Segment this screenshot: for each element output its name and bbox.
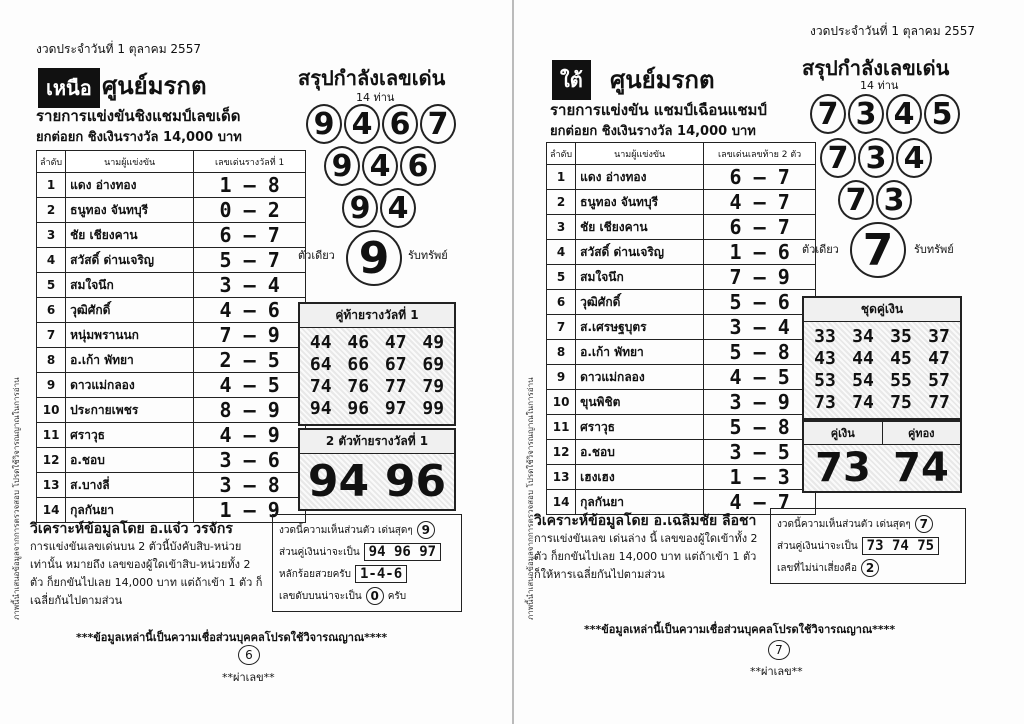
digit-circle: 9 [306,104,342,144]
pairs-box [298,302,456,426]
pair-number: 44 [309,332,332,353]
info-label-2: ส่วนคู่เงินน่าจะเป็น [279,546,360,558]
predicted-pair: 5 – 6 [704,290,816,315]
table-row [37,398,306,423]
row-number: 11 [547,415,576,440]
pair-number: 75 [890,392,912,413]
contestant-name: อ.เก้า พัทยา [576,340,704,365]
pair-number: 99 [422,398,445,419]
contestant-name: ชัย เชียงคาน [576,215,704,240]
row-number: 8 [37,348,66,373]
info-value-4: 0 [366,587,384,605]
analysis-text: การแข่งขันเลข เด่นล่าง นี้ เลขของผู้ใดเข้าทั้ง 2 ตัว ก็ยกขันไปเลย 14,000 บาท แต่ถ้าเข้า 1 ตัว ก็ให้หารเฉลี่ยกันไปตามส่วน [534,532,758,581]
contestant-name: ส.เศรษฐบุตร [576,315,704,340]
digit-circle: 5 [924,94,960,134]
row-number: 12 [547,440,576,465]
pair-number: 35 [890,326,912,347]
predicted-pair: 4 – 7 [704,190,816,215]
contestant-name: ดาวแม่กลอง [576,365,704,390]
contestant-name: ส.บางลี่ [66,473,194,498]
predicted-pair: 7 – 9 [194,323,306,348]
info-row-2 [777,535,959,557]
predicted-pair: 6 – 7 [704,215,816,240]
predicted-pair: 5 – 8 [704,415,816,440]
row-number: 1 [547,165,576,190]
analysis-text: การแข่งขันเลขเด่นบน 2 ตัวนี้บังคับสิบ-หน่วย เท่านั้น หมายถึง เลขของผู้ใดเข้าสิบ-หน่วยทั้ง 2 ตัว ก็ยกขันไปเลย 14,000 บาท แต่ถ้าเข้า 1 ตัว ก็เฉลี่ยกันไปตามส่วน [30,540,263,607]
info-value-2: 73 74 75 [862,537,939,555]
col-order: ลำดับ [37,151,66,173]
row-number: 14 [547,490,576,515]
pair-number: 47 [928,348,950,369]
col-number: เลขเด่นเลขท้าย 2 ตัว [704,143,816,165]
predicted-pair: 3 – 4 [194,273,306,298]
row-number: 13 [37,473,66,498]
two-digit-2: 96 [384,456,447,507]
row-number: 10 [37,398,66,423]
pair-number: 77 [928,392,950,413]
pair-number: 96 [347,398,370,419]
footer-brand: **ผ่าเลข** [750,665,803,678]
row-number: 2 [547,190,576,215]
predicted-pair: 1 – 9 [194,498,306,523]
row-number: 1 [37,173,66,198]
pairs-box-title: คู่ท้ายรางวัลที่ 1 [300,304,454,328]
info-value-1: 7 [915,515,933,533]
row-number: 3 [37,223,66,248]
money-head: คู่เงิน [804,422,883,445]
contestant-name: เฮงเฮง [576,465,704,490]
region-badge: ใต้ [552,60,591,100]
contestant-name: หนุ่มพรานนก [66,323,194,348]
info-label-3: หลักร้อยสวยครับ [279,568,351,580]
contestant-name: ดาวแม่กลอง [66,373,194,398]
contestant-name: ขุนพิชิต [576,390,704,415]
pair-number: 76 [347,376,370,397]
predicted-pair: 6 – 7 [704,165,816,190]
table-row [547,215,816,240]
predicted-pair: 4 – 5 [194,373,306,398]
center-name: ศูนย์มรกต [610,66,715,94]
info-row-3 [777,557,959,579]
table-row [37,323,306,348]
digit-circle: 7 [820,138,856,178]
ranking-table [36,150,306,523]
pair-number: 97 [384,398,407,419]
pair-number: 46 [347,332,370,353]
digit-circle: 6 [400,146,436,186]
info-box [272,514,462,612]
info-label-3: เลขที่ไม่น่าเสี่ยงคือ [777,562,858,574]
digit-circle: 9 [324,146,360,186]
pair-number: 47 [384,332,407,353]
pair-number: 43 [814,348,836,369]
digit-circle: 3 [876,180,912,220]
pair-number: 49 [422,332,445,353]
row-number: 4 [547,240,576,265]
table-row [547,390,816,415]
contestant-name: สวัสดิ์ ด่านเจริญ [66,248,194,273]
ranking-table [546,142,816,515]
table-row [547,340,816,365]
info-value-3: 1-4-6 [355,565,407,583]
row-number: 12 [37,448,66,473]
region-badge: เหนือ [38,68,100,108]
contestant-name: วุฒิศักดิ์ [576,290,704,315]
row-number: 10 [547,390,576,415]
contestant-name: สมใจนึก [66,273,194,298]
row-number: 9 [37,373,66,398]
pair-number: 73 [814,392,836,413]
pyramid-row-3 [342,188,416,228]
summary-sub: 14 ท่าน [356,91,395,104]
contestant-name: แดง อ่างทอง [576,165,704,190]
info-row-3 [279,563,455,585]
contestant-name: ธนูทอง จันทบุรี [66,198,194,223]
pair-number: 57 [928,370,950,391]
pyramid-row-1 [810,94,960,134]
contestant-name: กุลกันยา [66,498,194,523]
col-order: ลำดับ [547,143,576,165]
vertical-note: ภาพนี้นำเสนอข้อมูลจากการตรวจสอบ โปรดใช้วิจารณญาณในการอ่าน [526,377,535,620]
predicted-pair: 2 – 5 [194,348,306,373]
pyramid-row-2 [820,138,932,178]
predicted-pair: 1 – 6 [704,240,816,265]
disclaimer: ***ข้อมูลเหล่านี้เป็นความเชื่อส่วนบุคคลโปรดใช้วิจารณญาณ**** [584,623,896,636]
info-row-2 [279,541,455,563]
col-name: นามผู้แข่งขัน [66,151,194,173]
table-row [37,423,306,448]
table-row [37,248,306,273]
table-row [547,290,816,315]
table-row [547,465,816,490]
row-number: 4 [37,248,66,273]
predicted-pair: 3 – 6 [194,448,306,473]
contestant-name: สมใจนึก [576,265,704,290]
row-number: 14 [37,498,66,523]
pair-number: 74 [309,376,332,397]
predicted-pair: 4 – 5 [704,365,816,390]
two-digit-box [298,428,456,511]
predicted-pair: 4 – 7 [704,490,816,515]
contestant-name: อ.ชอบ [576,440,704,465]
pair-number: 79 [422,376,445,397]
two-digit-values [300,454,454,509]
predicted-pair: 4 – 9 [194,423,306,448]
table-header-row [547,143,816,165]
pair-number: 53 [814,370,836,391]
table-row [37,173,306,198]
analysis-title: วิเคราะห์ข้อมูลโดย อ.แจ๋ว วรจักร [30,521,233,537]
row-number: 8 [547,340,576,365]
table-row [37,273,306,298]
pyramid-row-1 [306,104,456,144]
single-label: ตัวเดียว [802,243,839,256]
digit-circle: 9 [342,188,378,228]
predicted-pair: 8 – 9 [194,398,306,423]
info-label-4: เลขดับบนน่าจะเป็น [279,590,362,602]
money-value: 73 [815,445,871,491]
row-number: 3 [547,215,576,240]
pair-number: 69 [422,354,445,375]
predicted-pair: 7 – 9 [704,265,816,290]
pair-number: 74 [852,392,874,413]
table-row [37,473,306,498]
info-label-1: งวดนี้ความเห็นส่วนตัว เด่นสุดๆ [279,524,413,536]
right-page [520,0,1020,724]
row-number: 7 [37,323,66,348]
digit-circle: 3 [848,94,884,134]
predicted-pair: 0 – 2 [194,198,306,223]
row-number: 5 [547,265,576,290]
row-number: 11 [37,423,66,448]
prize-line: ยกต่อยก ชิงเงินรางวัล 14,000 บาท [36,130,242,145]
info-suffix-4: ครับ [387,590,407,602]
predicted-pair: 6 – 7 [194,223,306,248]
info-row-1 [279,519,455,541]
predicted-pair: 1 – 8 [194,173,306,198]
digit-circle: 4 [380,188,416,228]
predicted-pair: 5 – 7 [194,248,306,273]
page-fold [512,0,514,724]
row-number: 5 [37,273,66,298]
table-row [37,223,306,248]
contestant-name: ศราวุธ [576,415,704,440]
col-name: นามผู้แข่งขัน [576,143,704,165]
digit-circle: 4 [344,104,380,144]
predicted-pair: 5 – 8 [704,340,816,365]
pyramid-row-2 [324,146,436,186]
info-label-2: ส่วนคู่เงินน่าจะเป็น [777,540,858,552]
left-page [6,0,506,724]
contestant-name: อ.ชอบ [66,448,194,473]
footer-brand: **ผ่าเลข** [222,671,275,684]
money-gold-heads [804,422,960,445]
analysis-title: วิเคราะห์ข้อมูลโดย อ.เฉลิมชัย ลือชา [534,513,757,529]
rich-label: รับทรัพย์ [914,243,954,256]
pairs-box [802,296,962,420]
pyramid-row-3 [838,180,912,220]
digit-circle: 4 [362,146,398,186]
contest-title: รายการแข่งขัน แชมป์เฉือนแชมป์ [550,101,767,119]
summary-title: สรุปกำลังเลขเด่น [298,66,446,90]
digit-circle: 4 [896,138,932,178]
digit-circle: 6 [382,104,418,144]
contestant-name: อ.เก้า พัทยา [66,348,194,373]
disclaimer: ***ข้อมูลเหล่านี้เป็นความเชื่อส่วนบุคคลโปรดใช้วิจารณญาณ**** [76,631,388,644]
row-number: 13 [547,465,576,490]
digit-circle: 7 [810,94,846,134]
contestant-name: กุลกันยา [576,490,704,515]
pair-number: 64 [309,354,332,375]
table-row [547,240,816,265]
pair-number: 54 [852,370,874,391]
table-row [37,348,306,373]
info-value-1: 9 [417,521,435,539]
table-row [547,315,816,340]
table-row [547,440,816,465]
row-number: 2 [37,198,66,223]
pair-number: 67 [384,354,407,375]
table-row [547,190,816,215]
vertical-note: ภาพนี้นำเสนอข้อมูลจากการตรวจสอบ โปรดใช้วิจารณญาณในการอ่าน [12,377,21,620]
pairs-grid [804,322,960,418]
prize-line: ยกต่อยก ชิงเงินรางวัล 14,000 บาท [550,124,756,139]
contestant-name: วุฒิศักดิ์ [66,298,194,323]
row-number: 6 [37,298,66,323]
pair-number: 77 [384,376,407,397]
page-number: 7 [768,640,790,660]
pairs-box-title: ชุดคู่เงิน [804,298,960,322]
digit-circle: 7 [420,104,456,144]
pairs-grid [300,328,454,424]
single-digit: 9 [346,230,402,286]
table-header-row [37,151,306,173]
contestant-name: แดง อ่างทอง [66,173,194,198]
predicted-pair: 4 – 6 [194,298,306,323]
two-digit-title: 2 ตัวท้ายรางวัลที่ 1 [300,430,454,454]
contestant-name: ชัย เชียงคาน [66,223,194,248]
draw-date: งวดประจำวันที่ 1 ตุลาคม 2557 [810,24,975,38]
pair-number: 45 [890,348,912,369]
predicted-pair: 3 – 5 [704,440,816,465]
table-row [547,415,816,440]
contestant-name: สวัสดิ์ ด่านเจริญ [576,240,704,265]
table-row [37,198,306,223]
two-digit-1: 94 [307,456,370,507]
row-number: 7 [547,315,576,340]
table-row [547,165,816,190]
contest-title: รายการแข่งขันชิงแชมป์เลขเด็ด [36,107,241,125]
gold-value: 74 [893,445,949,491]
pair-number: 34 [852,326,874,347]
table-row [547,365,816,390]
row-number: 9 [547,365,576,390]
center-name: ศูนย์มรกต [102,72,207,100]
predicted-pair: 3 – 4 [704,315,816,340]
info-row-1 [777,513,959,535]
pair-number: 55 [890,370,912,391]
info-label-1: งวดนี้ความเห็นส่วนตัว เด่นสุดๆ [777,518,911,530]
rich-label: รับทรัพย์ [408,249,448,262]
summary-title: สรุปกำลังเลขเด่น [802,56,950,80]
single-digit: 7 [850,222,906,278]
summary-sub: 14 ท่าน [860,79,899,92]
info-value-2: 94 96 97 [364,543,441,561]
money-gold-values [804,445,960,491]
gold-head: คู่ทอง [883,422,961,445]
contestant-name: ศราวุธ [66,423,194,448]
row-number: 6 [547,290,576,315]
contestant-name: ธนูทอง จันทบุรี [576,190,704,215]
col-number: เลขเด่นรางวัลที่ 1 [194,151,306,173]
money-gold-box [802,420,962,493]
pair-number: 37 [928,326,950,347]
page-number: 6 [238,645,260,665]
pair-number: 33 [814,326,836,347]
table-row [37,448,306,473]
digit-circle: 7 [838,180,874,220]
info-value-3: 2 [861,559,879,577]
table-row [37,373,306,398]
single-label: ตัวเดียว [298,249,335,262]
pair-number: 94 [309,398,332,419]
table-row [547,265,816,290]
digit-circle: 3 [858,138,894,178]
contestant-name: ประกายเพชร [66,398,194,423]
digit-circle: 4 [886,94,922,134]
pair-number: 44 [852,348,874,369]
draw-date: งวดประจำวันที่ 1 ตุลาคม 2557 [36,42,201,56]
predicted-pair: 3 – 8 [194,473,306,498]
predicted-pair: 3 – 9 [704,390,816,415]
table-row [37,298,306,323]
info-row-4 [279,585,455,607]
predicted-pair: 1 – 3 [704,465,816,490]
info-box [770,508,966,584]
pair-number: 66 [347,354,370,375]
